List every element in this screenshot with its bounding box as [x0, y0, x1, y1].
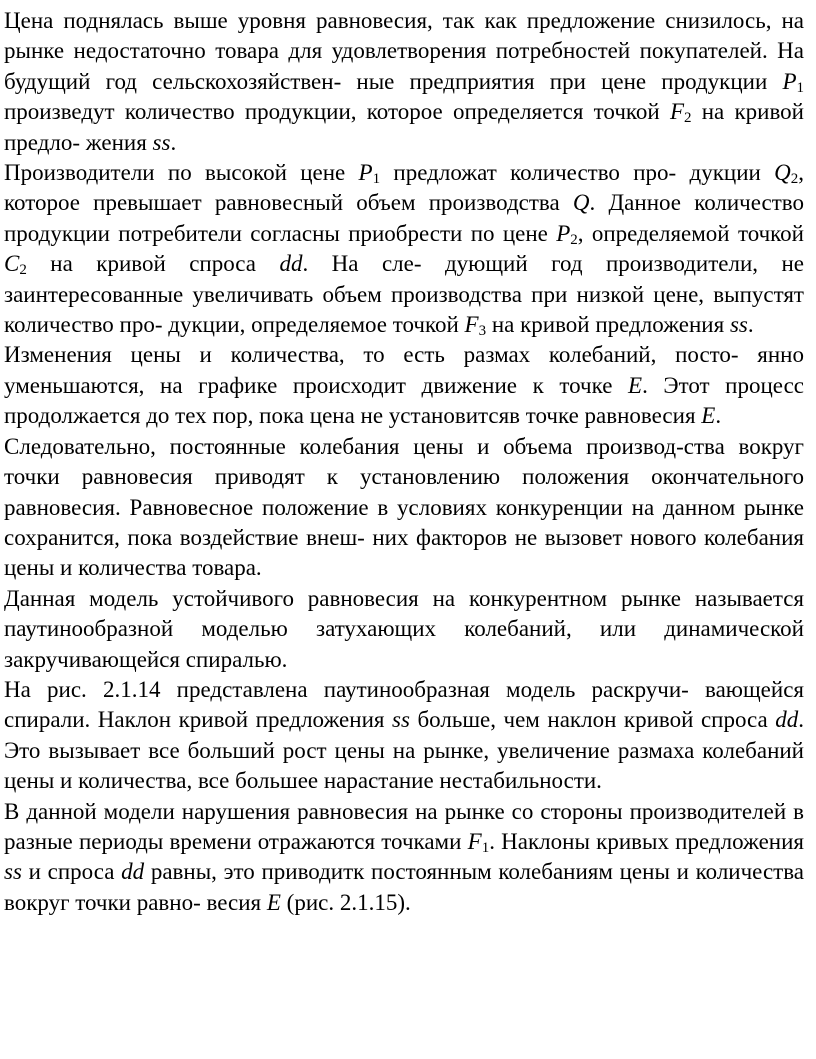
text-run: . Это вызывает все больший рост цены на рынке, увеличение размаха колебаний цены и количества, все большее нарастание нестабильности.: [4, 707, 805, 794]
math-symbol: F: [669, 99, 685, 125]
math-symbol: C: [4, 251, 20, 277]
math-symbol: F: [464, 312, 479, 338]
subscript-index: 2: [570, 231, 578, 248]
paragraph-1: [4, 6, 804, 158]
math-symbol: ss: [729, 312, 748, 338]
math-symbol: F: [467, 828, 482, 854]
math-symbol: dd: [775, 707, 799, 733]
text-run: Следовательно, постоянные колебания цены и объема производ-ства вокруг точки равновесия приводят к установлению положения окончательного равновесия. Равновесное положение в условиях конкуренции на данном рынке сохранится, пока воздействие внеш- них факторов не вызовет нового колебания цены и количества товара.: [4, 433, 804, 581]
math-symbol: P: [556, 220, 571, 246]
text-run: . На сле- дующий год производители, не заинтересованные увеличивать объем производства при низкой цене, выпустят количество про- дукции, определяемое точкой: [4, 251, 804, 338]
text-run: На рис. 2.1.14 представлена паутинообразная модель раскручи- вающейся спирали. Наклон кривой предложения: [4, 676, 804, 733]
subscript-index: 1: [372, 171, 381, 188]
paragraph-4: [4, 432, 804, 584]
math-symbol: E: [701, 403, 716, 429]
subscript-index: 1: [796, 79, 804, 96]
text-run: на кривой предложения: [486, 312, 730, 338]
text-run: . Этот процесс продолжается до тех пор, пока цена не установитсяв точке равновесия: [4, 372, 804, 429]
text-run: Производители по высокой цене: [4, 160, 359, 186]
math-symbol: dd: [121, 859, 145, 885]
text-run: на кривой спроса: [26, 251, 280, 277]
math-symbol: E: [628, 372, 643, 398]
math-symbol: Q: [572, 190, 590, 216]
paragraph-6: [4, 675, 804, 797]
paragraph-7: [4, 797, 804, 919]
math-symbol: P: [358, 160, 373, 186]
text-run: равны, это приводитк постоянным колебаниям цены и количества вокруг точки равно- весия: [4, 859, 804, 915]
math-symbol: E: [266, 889, 281, 915]
text-run: и спроса: [21, 859, 122, 885]
math-symbol: ss: [392, 707, 410, 733]
math-symbol: ss: [4, 859, 22, 885]
text-run: , определяемой точкой: [577, 220, 804, 246]
math-symbol: ss: [152, 129, 171, 155]
text-run: .: [747, 312, 754, 338]
text-run: .: [715, 403, 722, 429]
paragraph-2: [4, 158, 804, 340]
subscript-index: 2: [790, 171, 799, 188]
text-run: . Наклоны кривых предложения: [489, 828, 804, 854]
paragraph-3: [4, 340, 804, 431]
text-run: Цена поднялась выше уровня равновесия, так как предложение снизилось, на рынке недостаточно товара для удовлетворения потребностей покупателей. На будущий год сельскохозяйствен- ные предприятия при цене продукции: [4, 8, 804, 94]
text-run: В данной модели нарушения равновесия на рынке со стороны производителей в разные периоды времени отражаются точками: [4, 798, 804, 854]
math-symbol: dd: [279, 251, 303, 277]
text-run: , которое превышает равновесный объем производства: [4, 160, 805, 216]
subscript-index: 3: [478, 323, 487, 340]
text-run: больше, чем наклон кривой спроса: [409, 707, 776, 733]
text-run: . Данное количество продукции потребители согласны приобрести по цене: [4, 190, 804, 246]
text-run: произведут количество продукции, которое определяется точкой: [4, 99, 670, 125]
text-run: Изменения цены и количества, то есть размах колебаний, посто- янно уменьшаются, на графике происходит движение к точке: [4, 342, 804, 398]
text-run: предложат количество про- дукции: [380, 160, 775, 186]
text-run: .: [170, 129, 177, 155]
math-symbol: P: [782, 68, 797, 94]
subscript-index: 2: [19, 262, 27, 279]
subscript-index: 1: [481, 839, 490, 856]
paragraph-5: [4, 584, 804, 675]
math-symbol: Q: [774, 160, 791, 186]
text-run: на кривой предло- жения: [4, 99, 804, 155]
subscript-index: 2: [684, 110, 692, 127]
text-run: Данная модель устойчивого равновесия на конкурентном рынке называется паутинообразной моделью затухающих колебаний, или динамической закручивающейся спиралью.: [4, 585, 804, 672]
text-run: (рис. 2.1.15).: [280, 889, 411, 915]
